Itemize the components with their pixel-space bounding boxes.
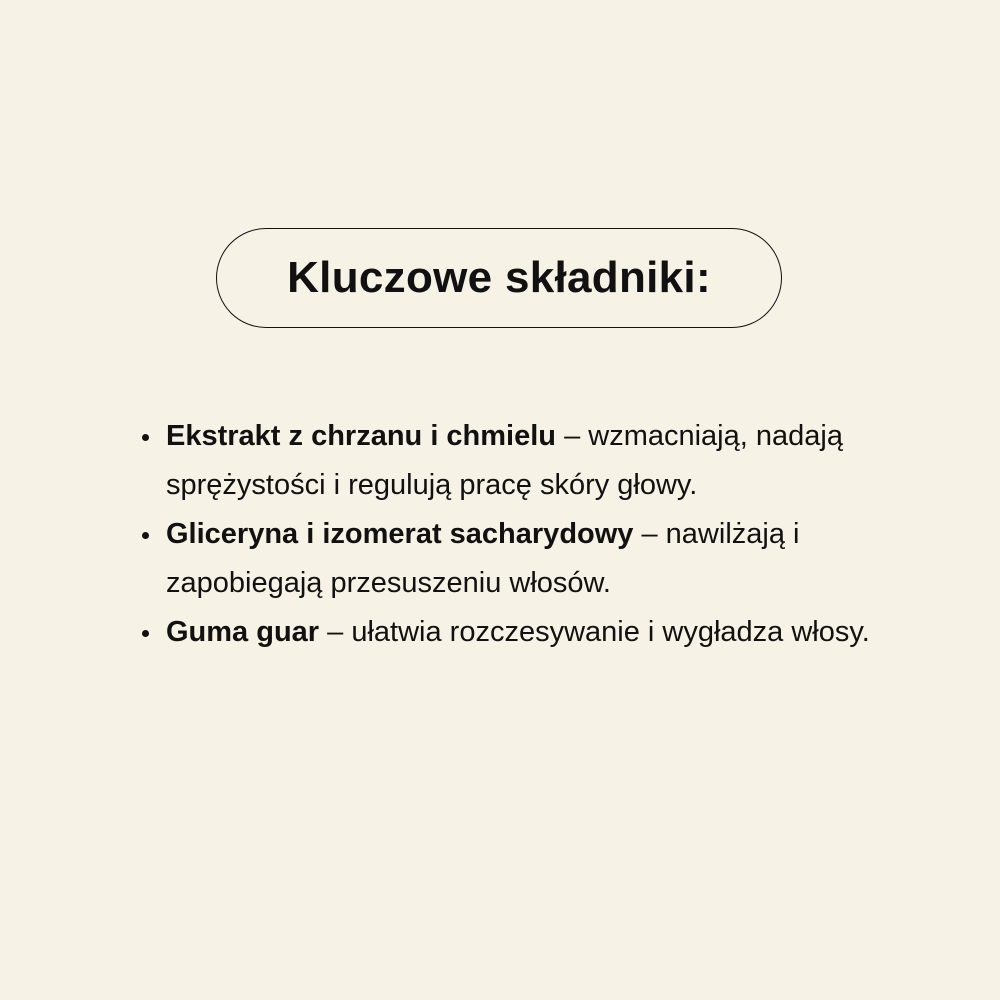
list-item bbox=[140, 510, 920, 608]
title-pill bbox=[216, 228, 782, 328]
list-item bbox=[140, 608, 920, 657]
ingredients-list bbox=[140, 412, 920, 657]
ingredient-desc: – wzmacniają, nadają sprężystości i regulują pracę skóry głowy. bbox=[166, 420, 843, 501]
page-title: Kluczowe składniki: bbox=[287, 253, 711, 302]
ingredient-desc: – nawilżają i zapobiegają przesuszeniu włosów. bbox=[166, 518, 800, 599]
ingredient-name: Gliceryna i izomerat sacharydowy bbox=[166, 518, 634, 550]
ingredient-desc: – ułatwia rozczesywanie i wygładza włosy. bbox=[319, 616, 870, 648]
list-item bbox=[140, 412, 920, 510]
ingredient-name: Guma guar bbox=[166, 616, 320, 648]
ingredient-name: Ekstrakt z chrzanu i chmielu bbox=[166, 420, 557, 452]
